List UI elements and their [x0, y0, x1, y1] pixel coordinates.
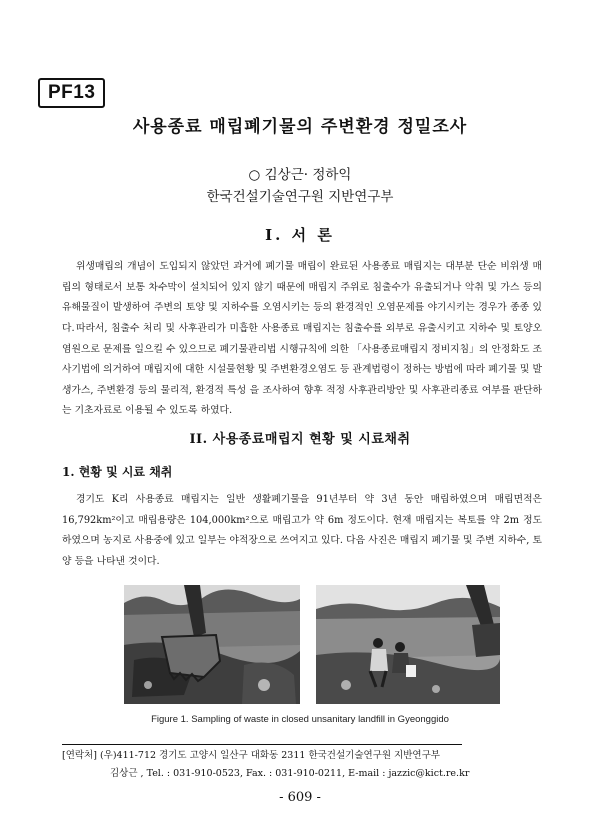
- section-1-paragraph-2: 따라서, 침출수 처리 및 사후관리가 미흡한 사용종료 매립지는 침출수를 외부로 유출시키고 지하수 및 토양오염원으로 문제를 일으킬 수 있으므로 폐기물관리법 시행규칙에 의한 「사용종료매립지 정비지침」의 안정화도 조사기법에 의거하여 매립지에 대한 시설물현황 및 주변환경오염도 등 관계법령이 정하는 방법에 따라 폐기물 및 발생가스, 주변환경 등의 물리적, 환경적 특성 을 조사하여 향후 적정 사후관리방안 및 사후관리종료 여부를 판단하는 기초자료로 이용될 수 있도록 하였다.: [62, 323, 542, 417]
- section-2-heading: II. 사용종료매립지 현황 및 시료채취: [189, 432, 411, 447]
- page-number: - 609 -: [279, 790, 321, 805]
- section-1-paragraph-1: 위생매립의 개념이 도입되지 않았던 과거에 폐기물 매립이 완료된 사용종료 매립지는 대부분 단순 비위생 매립의 형태로서 보통 차수막이 설치되어 있지 않기 때문에 매립지 주위로 침출수가 유출되거나 악취 및 가스 등의 유해물질이 발생하여 주변의 토양 및 지하수를 오염시키는 등의 환경적인 오염문제를 야기시키는 경우가 종종 있다.: [62, 261, 542, 334]
- section-1-heading: I. 서 론: [265, 226, 335, 244]
- paper-title: 사용종료 매립폐기물의 주변환경 정밀조사: [132, 117, 468, 137]
- affiliation: 한국건설기술연구원 지반연구부: [206, 189, 394, 205]
- figure-caption: Figure 1. Sampling of waste in closed unsanitary landfill in Gyeonggido: [151, 714, 449, 725]
- figure-photo-excavation: [124, 585, 300, 704]
- authors: ○ 김상근· 정하익: [248, 167, 352, 183]
- figure-photo-sampling: [316, 585, 500, 704]
- contact-address: [연락처] (우)411-712 경기도 고양시 일산구 대화동 2311 한국건설기술연구원 지반연구부: [62, 750, 440, 761]
- section-2-subheading: 1. 현황 및 시료 채취: [62, 465, 173, 479]
- section-2-paragraph: 경기도 K리 사용종료 매립지는 일반 생활폐기물을 91년부터 약 3년 동안 매립하였으며 매립면적은 16,792km²이고 매립용량은 104,000km²으로 매립고가 약 6m 정도이다. 현재 매립지는 복토를 약 2m 정도 하였으며 농지로 사용중에 있고 일부는 야적장으로 쓰여지고 있다. 다음 사진은 매립지 폐기물 및 주변 지하수, 토양 등을 나타낸 것이다.: [62, 494, 542, 567]
- footer-divider: [62, 744, 462, 745]
- contact-details: 김상근 , Tel. : 031-910-0523, Fax. : 031-910-0211, E-mail : jazzic@kict.re.kr: [110, 768, 470, 779]
- paper-code-tag: PF13: [38, 78, 105, 108]
